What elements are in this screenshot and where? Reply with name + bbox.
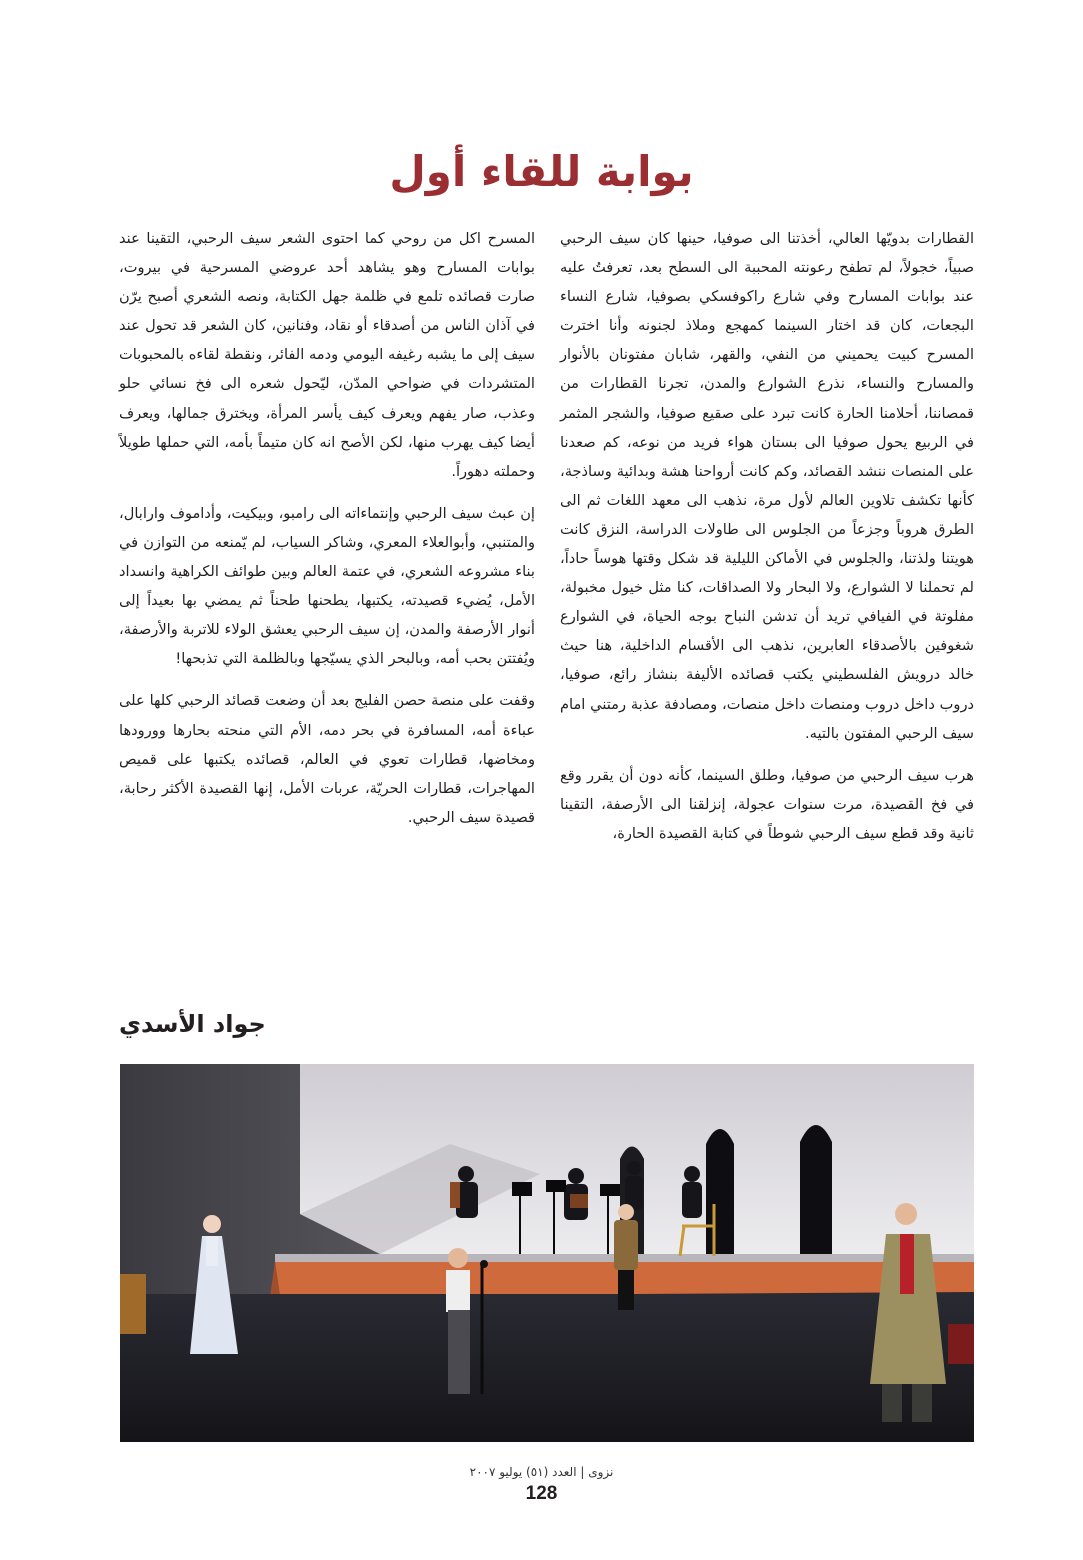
article-author: جواد الأسدي <box>119 1010 266 1038</box>
arch-window <box>800 1125 832 1256</box>
issue-line: نزوى | العدد (٥١) يوليو ٢٠٠٧ <box>469 1465 614 1479</box>
photo-illustration <box>120 1064 974 1442</box>
article-column-right <box>560 224 974 848</box>
stage-performance-photo <box>120 1064 974 1442</box>
paragraph: إن عبث سيف الرحبي وإنتماءاته الى رامبو، وبيكيت، وأداموف وارابال، والمتنبي، وأبوالعلاء المعري، وشاكر السياب، لم يّمنعه من التوازن في بناء مشروعه الشعري، في عتمة العالم وبين طوائف الكراهية وانسداد الأمل، يُضيء قصيدته، يكتبها، يطحنها طحناً ثم يمضي بها بعيداً إلى أنوار الأرصفة والمدن، إن سيف الرحبي يعشق الولاء للاتربة والأرصفة، ويُفتتن بحب أمه، وبالبحر الذي يسيّجها وبالظلمة التي تذبحها! <box>119 504 535 668</box>
arch-window <box>706 1129 734 1256</box>
paragraph: وقفت على منصة حصن الفليج بعد أن وضعت قصائد الرحبي كلها على عباءة أمه، المسافرة في بحر دمه، الأم التي منحته بحارها وورودها ومخاضها، قطارات تعوي في العالم، قصائده يكتبها على قميص المهاجرات، قطارات الحريّة، عربات الأمل، إنها القصيدة الأكثر رحابة، قصيدة سيف الرحبي. <box>119 692 535 826</box>
article-column-left <box>119 224 535 832</box>
article-title: بوابة للقاء أول <box>389 147 694 196</box>
paragraph: المسرح اكل من روحي كما احتوى الشعر سيف الرحبي، التقينا عند بوابات المسارح وهو يشاهد أحد عروضي المسرحية في بيروت، صارت قصائده تلمع في ظلمة جهل الكتابة، ونصه الشعري أصبح يرّن في آذان الناس من أصدقاء أو نقاد، وفنانين، كان الشعر قد تحول عند سيف إلى ما يشبه رغيفه اليومي ودمه الفائر، ونقطة لقاءه بالمحبوبات المتشردات في ضواحي المدّن، ليّحول شعره الى فخ نسائي حلو وعذب، صار يفهم ويعرف كيف يأسر المرأة، ويخترق جمالها، ويعرف أيضا كيف يهرب منها، لكن الأصح انه كان متيماً بأمه، التي حملها طويلاً وحملته دهوراً. <box>119 230 535 480</box>
page-number: 128 <box>525 1483 558 1504</box>
paragraph: القطارات بدويّها العالي، أخذتنا الى صوفيا، حينها كان سيف الرحبي صبياً، خجولاً، لم تطفح رعونته المحببة الى السطح بعد، تعرفتُ عليه عند بوابات المسارح وفي شارع راكوفسكي بصوفيا، شارع النساء البجعات، كان قد اختار السينما كمهجع وملاذ لجنونه وأنا اخترت المسرح كبيت يحميني من النفي، والقهر، شابان مفتونان بالأنوار والمسارح والنساء، نذرع الشوارع والمدن، تجرنا القطارات من قمصاننا، أحلامنا الحارة كانت تبرد على صقيع صوفيا، والشجر المثمر في الربيع يحول صوفيا الى بستان هواء فريد من نوعه، كم صعدنا على المنصات ننشد القصائد، وكم كانت أرواحنا هشة وبدائية وساذجة، كأنها تكشف تلاوين العالم لأول مرة، نذهب الى معهد اللغات ثم الى الطرق هروباً وجزعاً من الجلوس الى طاولات الدراسة، النزق كانت هويتنا ولذتنا، والجلوس في الأماكن الليلية قد شكل وقتها هوساً حاداً، لم تحملنا لا الشوارع، ولا البحار ولا الصداقات، كنا مثل خيول مخبولة، مفلوتة في الفيافي تريد أن تدشن النباح بوجه الحياة، في الشوارع شغوفين بالأصدقاء العابرين، نذهب الى الأقسام الداخلية، هنا حيث خالد درويش الفلسطيني يكتب قصائده الأليفة بنشاز رائع، صوفيا، دروب داخل دروب ومنصات داخل منصات، ومصادفة عذبة رمتني امام سيف الرحبي المفتون بالتيه. <box>560 230 974 742</box>
paragraph: هرب سيف الرحبي من صوفيا، وطلق السينما، كأنه دون أن يقرر وقع في فخ القصيدة، مرت سنوات عجولة، إنزلقنا الى الأرصفة، التقينا ثانية وقد قطع سيف الرحبي شوطاً في كتابة القصيدة الحارة، <box>560 766 974 842</box>
